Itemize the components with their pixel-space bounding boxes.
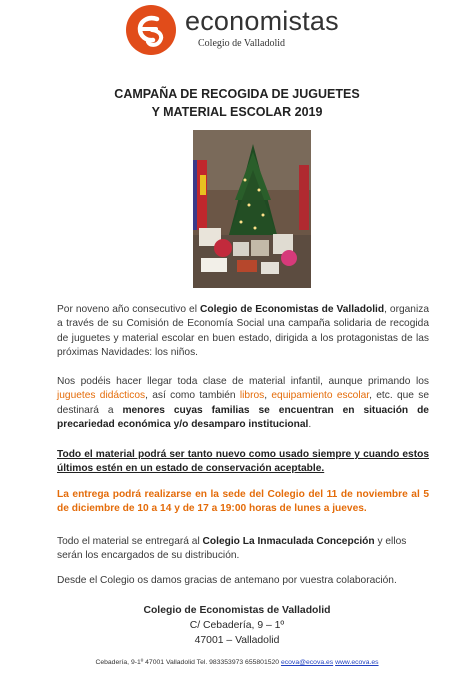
title-line-2: Y MATERIAL ESCOLAR 2019	[151, 105, 323, 119]
logo-subtitle: Colegio de Valladolid	[198, 38, 286, 49]
highlight-libros: libros	[239, 390, 265, 402]
paragraph-thanks: Desde el Colegio os damos gracias de antemano por vuestra colaboración.	[57, 575, 397, 586]
paragraph-material	[57, 375, 429, 433]
paragraph-destination	[57, 535, 429, 564]
highlight-equipamiento: equipamiento escolar	[271, 390, 370, 402]
title-line-1: CAMPAÑA DE RECOGIDA DE JUGUETES	[114, 87, 360, 101]
paragraph-material-end: .	[308, 419, 312, 431]
paragraph-destination-end: y ellos serán los encargados de su distribución.	[57, 536, 407, 562]
paragraph-delivery: La entrega podrá realizarse en la sede del Colegio del 11 de noviembre al 5 de diciembre de 10 a 14 y de 17 a 19:00 horas de lunes a jueves.	[57, 489, 429, 515]
logo-glyph-icon	[126, 5, 176, 55]
footer	[0, 659, 474, 666]
paragraph-material-text: Nos podéis hacer llegar toda clase de material infantil, aunque primando los	[57, 376, 429, 387]
colegio-name-bold: Colegio de Economistas de Valladolid	[200, 304, 385, 315]
footer-contact: Cebadería, 9-1º 47001 Valladolid Tel. 983353973 655801520	[95, 659, 281, 666]
paragraph-intro-text: Por noveno año consecutivo el	[57, 304, 200, 315]
paragraph-material-text-3: , etc. que se destinará a	[57, 390, 429, 416]
document-title	[0, 85, 474, 121]
paragraph-condition: Todo el material podrá ser tanto nuevo como usado siempre y cuando estos últimos estén en un estado de conservación aceptable.	[57, 449, 429, 475]
address-street: C/ Cebadería, 9 – 1º	[189, 620, 285, 631]
paragraph-intro-text-end: , organiza a través de su Comisión de Economía Social una campaña solidaria de recogida de juguetes y material escolar en buen estado, dirigida a los protagonistas de las próximas Navidades: los niños.	[57, 304, 430, 359]
footer-web-link[interactable]: www.ecova.es	[335, 659, 379, 666]
footer-email-link[interactable]: ecova@ecova.es	[280, 659, 334, 666]
christmas-tree-photo	[193, 130, 311, 288]
christmas-tree-illustration	[193, 130, 311, 288]
address-block	[0, 603, 474, 648]
letterhead	[0, 0, 474, 56]
paragraph-material-text-2: , así como también	[145, 390, 240, 402]
colegio-inmaculada-bold: Colegio La Inmaculada Concepción	[202, 536, 375, 547]
address-city: 47001 – Valladolid	[194, 635, 280, 646]
menores-bold: menores cuyas familias se encuentran en situación de precariedad económica y/o desamparo institucional	[57, 404, 429, 431]
highlight-juguetes: juguetes didácticos	[57, 390, 146, 402]
economistas-logo-icon	[126, 5, 176, 55]
paragraph-material-comma: ,	[264, 390, 272, 402]
paragraph-destination-text: Todo el material se entregará al	[57, 536, 203, 547]
address-name: Colegio de Economistas de Valladolid	[143, 605, 331, 616]
logo-wordmark: economistas	[185, 6, 339, 36]
paragraph-intro	[57, 303, 429, 361]
